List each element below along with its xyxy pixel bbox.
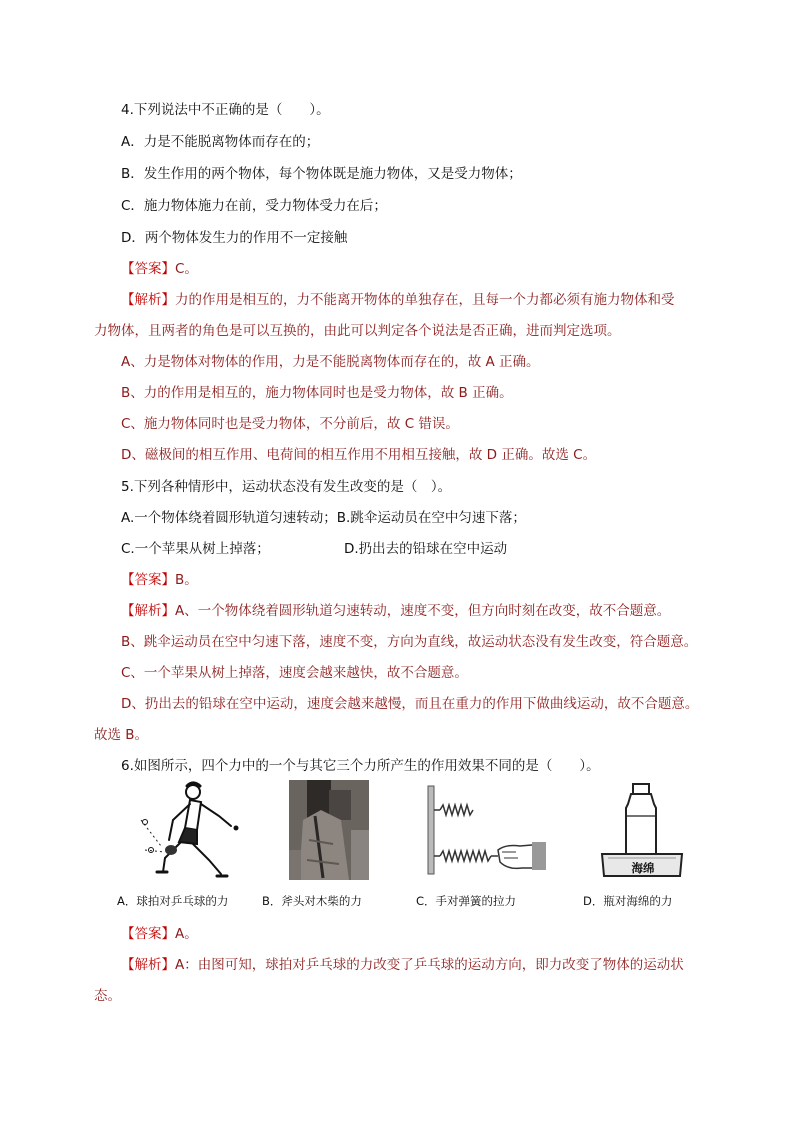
q5-analysis-d: D、扔出去的铅球在空中运动，速度会越来越慢，而且在重力的作用下做曲线运动，故不合题意。 [121,696,699,712]
analysis-tag: 【解析】 [121,957,175,973]
figure-axe-wood [289,780,369,880]
q4-stem: 4.下列说法中不正确的是（ ）。 [121,102,330,118]
caption-b: B．斧头对木柴的力 [262,894,362,908]
q5-analysis-b: B、跳伞运动员在空中匀速下落，速度不变，方向为直线，故运动状态没有发生改变，符合题意。 [121,634,698,650]
caption-a: A．球拍对乒乓球的力 [117,894,229,908]
caption-c: C．手对弹簧的拉力 [416,894,517,908]
answer-tag: 【答案】 [121,261,175,277]
q5-analysis-c: C、一个苹果从树上掉落，速度会越来越快，故不合题意。 [121,665,468,681]
q4-option-a: A．力是不能脱离物体而存在的； [121,134,320,150]
q4-option-d: D．两个物体发生力的作用不一定接触 [121,230,348,246]
q6-analysis-2: 态。 [94,988,121,1004]
q4-option-c: C．施力物体施力在前，受力物体受力在后； [121,198,387,214]
q4-answer: 【答案】C。 [121,261,198,277]
q5-option-ab: A.一个物体绕着圆形轨道匀速转动；B.跳伞运动员在空中匀速下落； [121,510,526,526]
answer-tag: 【答案】 [121,926,175,942]
q5-option-c: C.一个苹果从树上掉落； [121,541,270,557]
q6-stem: 6.如图所示，四个力中的一个与其它三个力所产生的作用效果不同的是（ ）。 [121,758,600,774]
q5-stem: 5.下列各种情形中，运动状态没有发生改变的是（ ）。 [121,479,452,495]
q5-option-d: D.扔出去的铅球在空中运动 [344,541,508,557]
sponge-label: 海绵 [631,861,655,875]
q4-analysis-a: A、力是物体对物体的作用，力是不能脱离物体而存在的，故 A 正确。 [121,354,540,370]
q5-analysis-a: 【解析】A、一个物体绕着圆形轨道匀速转动，速度不变，但方向时刻在改变，故不合题意。 [121,603,671,619]
q6-analysis-1: 【解析】A：由图可知，球拍对乒乓球的力改变了乒乓球的运动方向，即力改变了物体的运动状 [121,957,684,973]
analysis-tag: 【解析】 [121,603,175,619]
caption-d: D．瓶对海绵的力 [583,894,673,908]
figure-hand-spring [424,780,549,880]
q5-conclusion: 故选 B。 [94,727,149,743]
q4-analysis-b: B、力的作用是相互的，施力物体同时也是受力物体，故 B 正确。 [121,385,513,401]
q4-analysis-d: D、磁极间的相互作用、电荷间的相互作用不用相互接触，故 D 正确。故选 C。 [121,447,597,463]
q5-answer: 【答案】B。 [121,572,198,588]
q6-answer: 【答案】A。 [121,926,198,942]
figure-bottle-sponge [598,780,688,880]
figure-pingpong-player [135,780,245,885]
analysis-tag: 【解析】 [121,292,175,308]
q4-option-b: B．发生作用的两个物体，每个物体既是施力物体，又是受力物体； [121,166,522,182]
q4-analysis-1: 【解析】力的作用是相互的，力不能离开物体的单独存在，且每一个力都必须有施力物体和受 [121,292,675,308]
q4-analysis-2: 力物体，且两者的角色是可以互换的，由此可以判定各个说法是否正确，进而判定选项。 [94,323,621,339]
q4-analysis-c: C、施力物体同时也是受力物体，不分前后，故 C 错误。 [121,416,459,432]
answer-tag: 【答案】 [121,572,175,588]
